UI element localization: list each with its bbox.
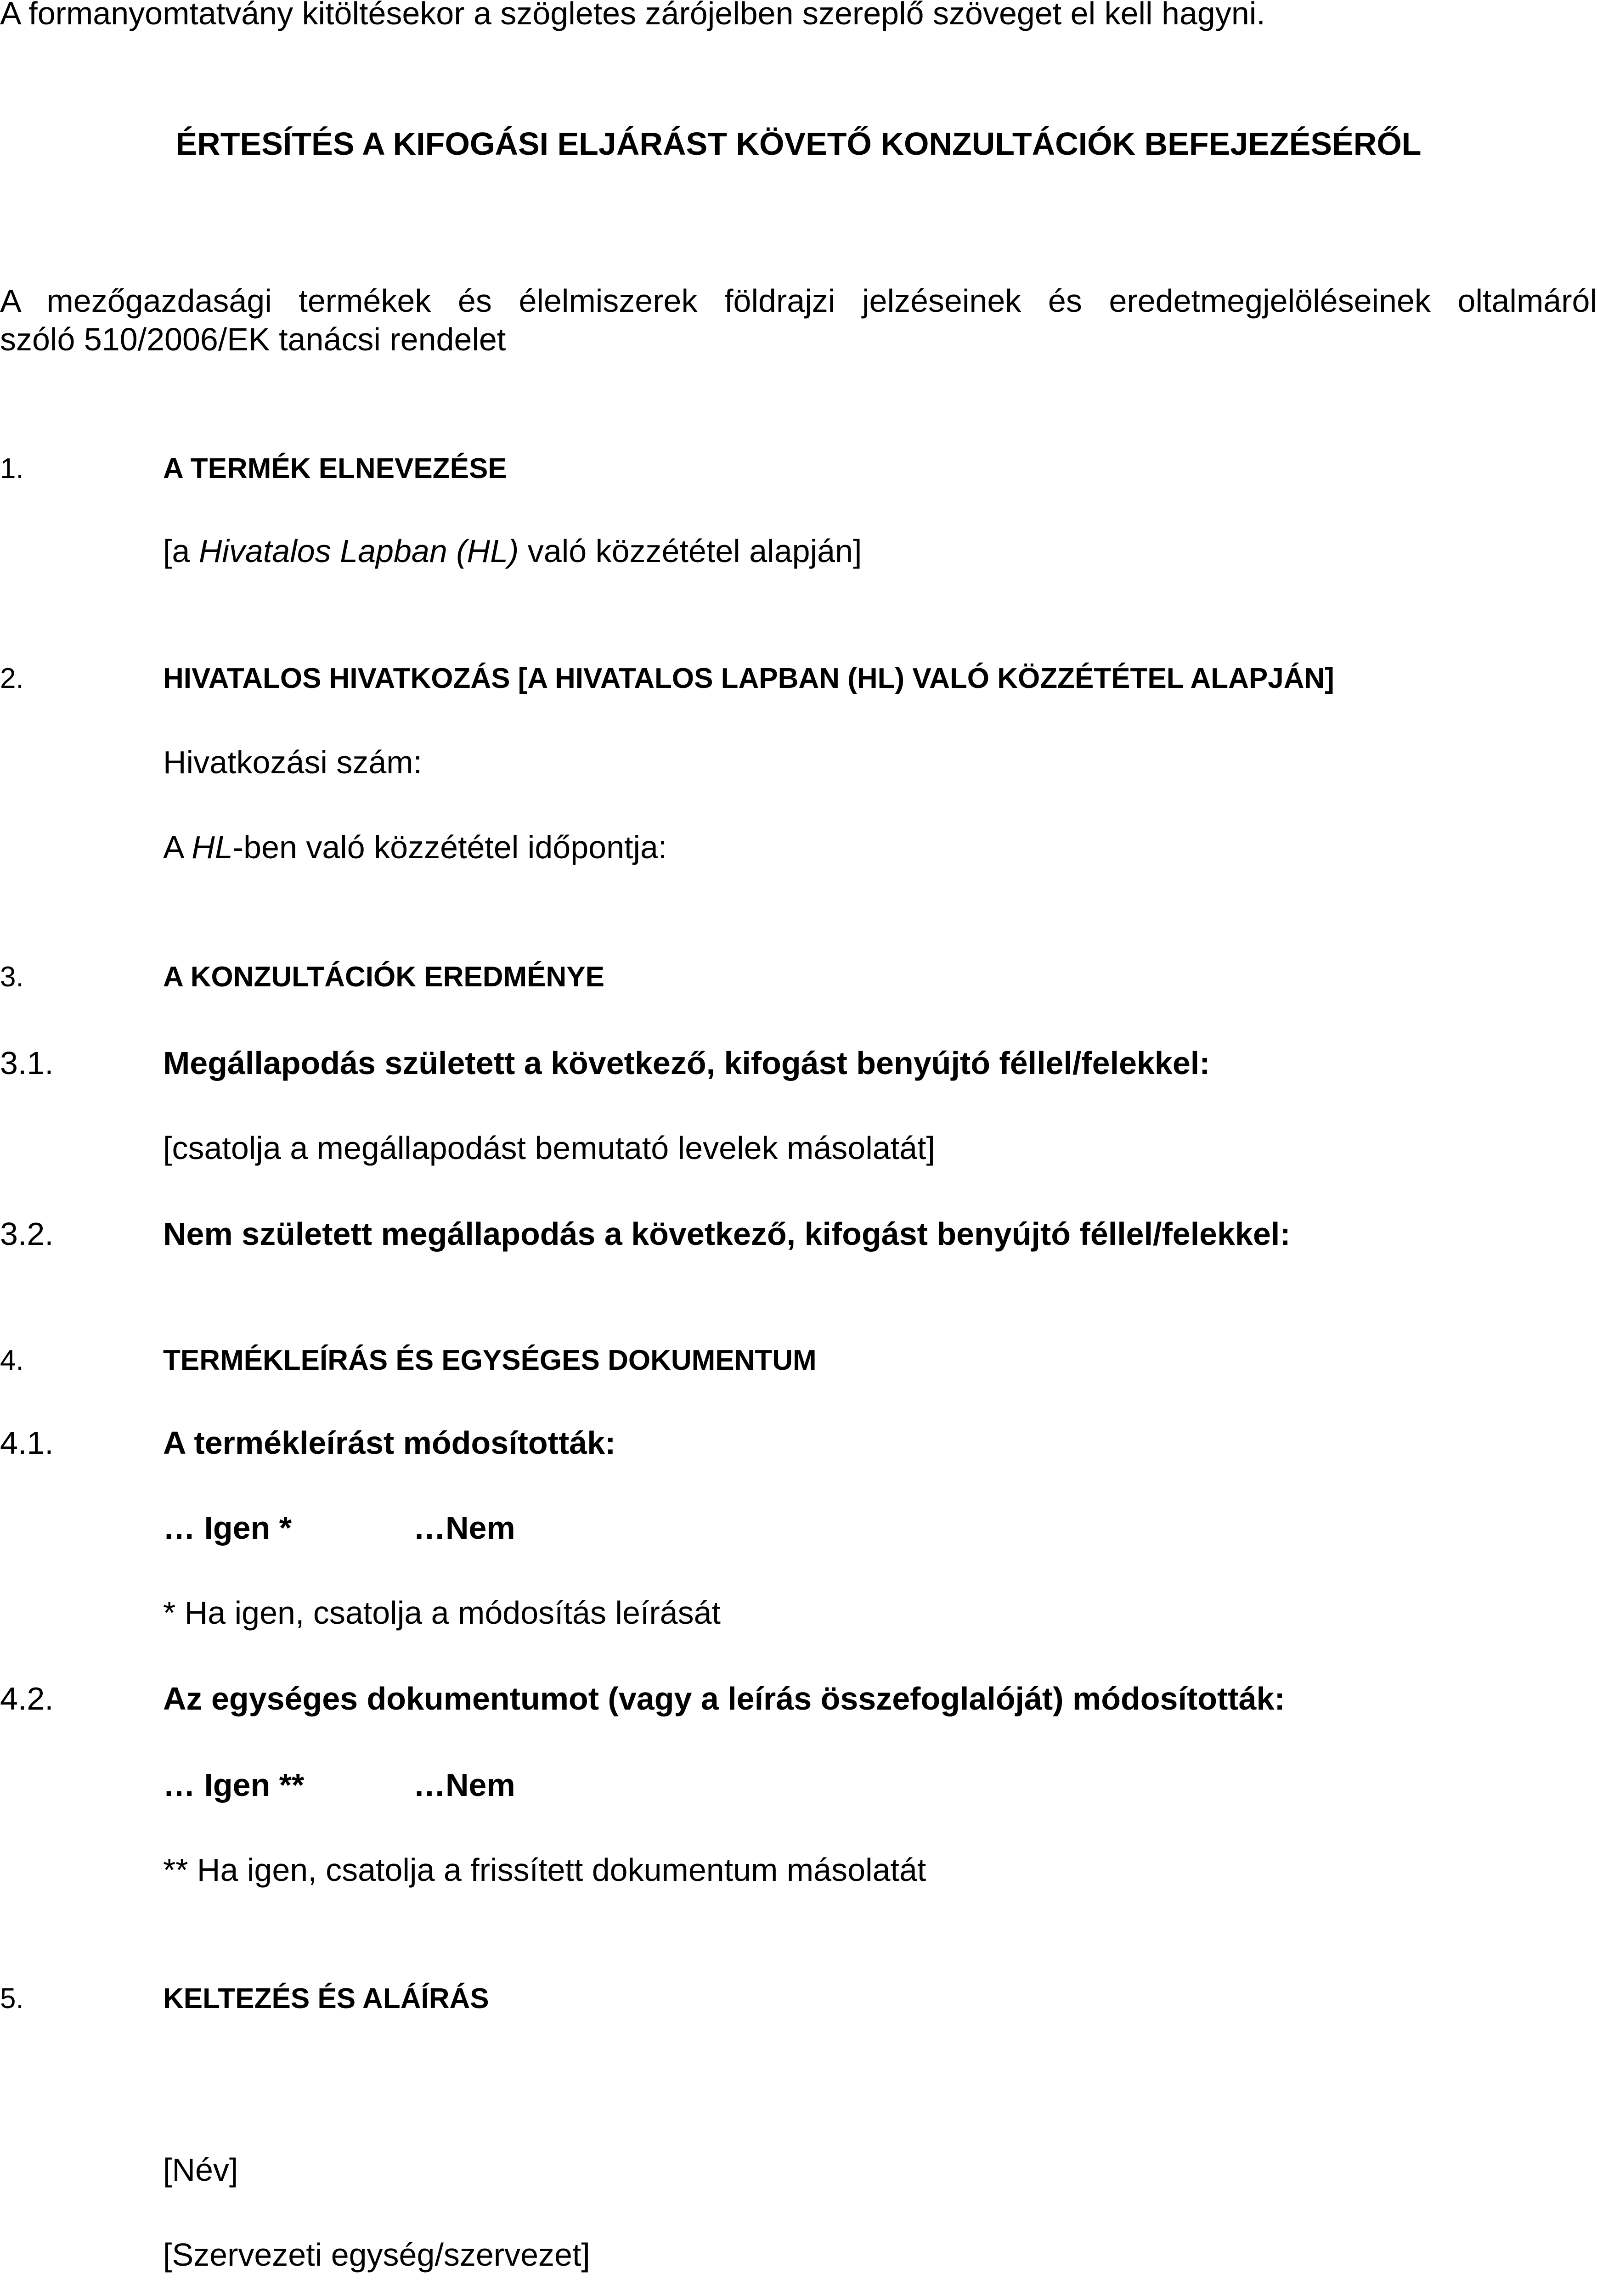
section-4-2-title: Az egységes dokumentumot (vagy a leírás összefoglalóját) módosították: <box>163 1681 1285 1716</box>
section-4-title: TERMÉKLEÍRÁS ÉS EGYSÉGES DOKUMENTUM <box>163 1345 817 1376</box>
signatory-organisation: [Szervezeti egység/szervezet] <box>163 2237 590 2273</box>
section-1-note-italic: Hivatalos Lapban (HL) <box>198 533 519 569</box>
section-3-number: 3. <box>0 961 24 993</box>
section-4-2-number: 4.2. <box>0 1681 54 1716</box>
section-4-2-note: ** Ha igen, csatolja a frissített dokumentum másolatát <box>163 1852 926 1888</box>
section-4-1-title: A termékleírást módosították: <box>163 1425 616 1461</box>
section-3-1-number: 3.1. <box>0 1045 54 1081</box>
section-2-number: 2. <box>0 663 24 694</box>
publication-date-label <box>163 831 667 863</box>
section-3-2-number: 3.2. <box>0 1216 54 1252</box>
section-1-note <box>163 535 862 567</box>
section-4-1-number: 4.1. <box>0 1425 54 1461</box>
section-3-1-title: Megállapodás született a következő, kifogást benyújtó féllel/felekkel: <box>163 1045 1210 1081</box>
section-1-note-pre: [a <box>163 533 199 569</box>
section-5-title: KELTEZÉS ÉS ALÁÍRÁS <box>163 1983 489 2015</box>
publication-date-italic: HL <box>192 829 233 865</box>
section-4-number: 4. <box>0 1345 24 1376</box>
intro-line-2: szóló 510/2006/EK tanácsi rendelet <box>0 321 506 357</box>
section-5-number: 5. <box>0 1983 24 2015</box>
document-title: ÉRTESÍTÉS A KIFOGÁSI ELJÁRÁST KÖVETŐ KONZULTÁCIÓK BEFEJEZÉSÉRŐL <box>175 126 1422 162</box>
section-3-1-note: [csatolja a megállapodást bemutató levelek másolatát] <box>163 1130 935 1166</box>
section-1-title: A TERMÉK ELNEVEZÉSE <box>163 453 507 484</box>
reference-number-label: Hivatkozási szám: <box>163 744 423 780</box>
signatory-name: [Név] <box>163 2152 238 2188</box>
section-4-2-yes-option[interactable]: … Igen ** <box>163 1767 305 1803</box>
section-1-number: 1. <box>0 453 24 484</box>
section-4-1-note: * Ha igen, csatolja a módosítás leírását <box>163 1595 721 1631</box>
section-2-title: HIVATALOS HIVATKOZÁS [A HIVATALOS LAPBAN (HL) VALÓ KÖZZÉTÉTEL ALAPJÁN] <box>163 663 1334 694</box>
intro-line-1: A mezőgazdasági termékek és élelmiszerek földrajzi jelzéseinek és eredetmegjelöléseinek oltalmáról <box>0 283 1597 319</box>
section-3-2-title: Nem született megállapodás a következő, kifogást benyújtó féllel/felekkel: <box>163 1216 1291 1252</box>
section-1-note-post: való közzététel alapján] <box>519 533 862 569</box>
publication-date-pre: A <box>163 829 192 865</box>
form-instruction: A formanyomtatvány kitöltésekor a szögletes zárójelben szereplő szöveget el kell hagyni. <box>0 0 1265 31</box>
section-4-1-no-option[interactable]: …Nem <box>413 1510 515 1546</box>
publication-date-post: -ben való közzététel időpontja: <box>232 829 667 865</box>
section-4-1-yes-option[interactable]: … Igen * <box>163 1510 292 1546</box>
section-3-title: A KONZULTÁCIÓK EREDMÉNYE <box>163 961 604 993</box>
section-4-2-no-option[interactable]: …Nem <box>413 1767 515 1803</box>
